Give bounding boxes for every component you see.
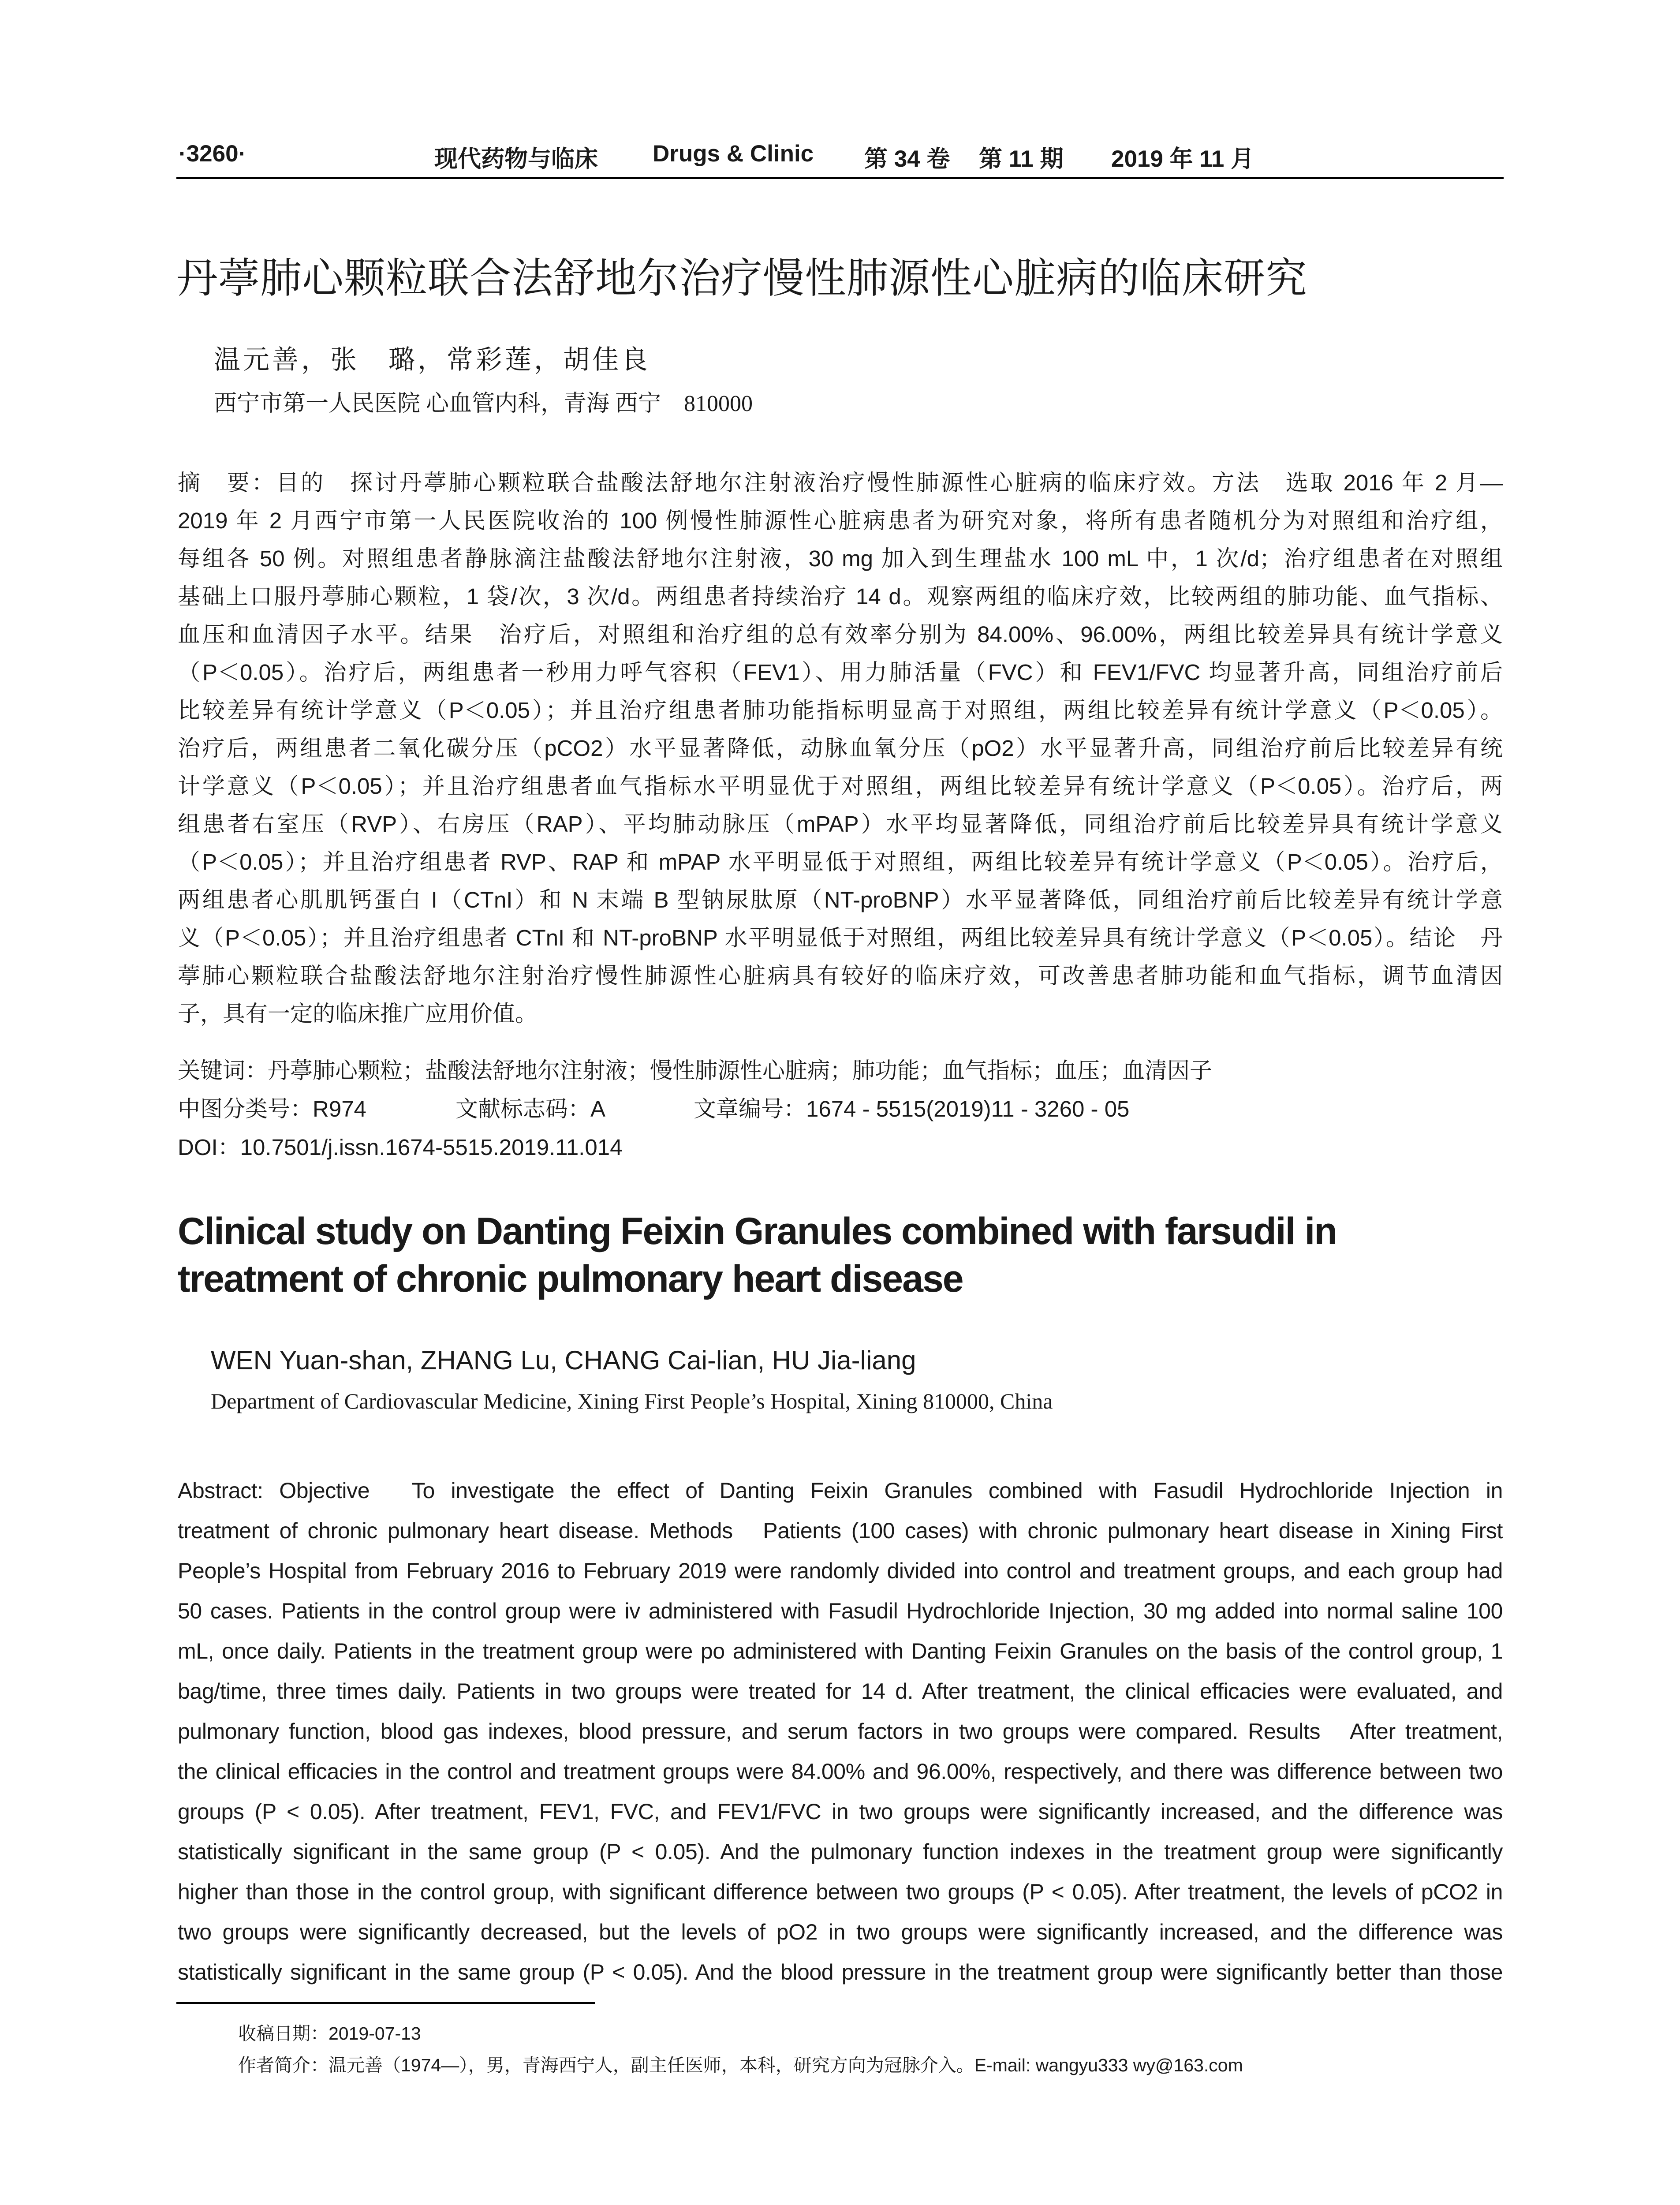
article-title-cn: 丹葶肺心颗粒联合法舒地尔治疗慢性肺源性心脏病的临床研究: [176, 255, 1308, 301]
abstract-en-line: statistically significant in the same group (P < 0.05). And the blood pressure in the treatment group were significantly better than those: [178, 1960, 1503, 1984]
abstract-cn-line: 2019 年 2 月西宁市第一人民医院收治的 100 例慢性肺源性心脏病患者为研究对象，将所有患者随机分为对照组和治疗组，: [178, 508, 1503, 533]
volume: 第 34 卷: [864, 146, 950, 172]
abstract-cn-line: 义（P＜0.05）；并且治疗组患者 CTnI 和 NT-proBNP 水平明显低于对照组，两组比较差异具有统计学意义（P＜0.05）。结论 丹: [178, 925, 1503, 950]
abstract-cn-line: 每组各 50 例。对照组患者静脉滴注盐酸法舒地尔注射液，30 mg 加入到生理盐水 100 mL 中，1 次/d；治疗组患者在对照组: [178, 546, 1503, 571]
journal-name-cn: 现代药物与临床: [434, 146, 598, 172]
abstract-cn-line: 计学意义（P＜0.05）；并且治疗组患者血气指标水平明显优于对照组，两组比较差异有统计学意义（P＜0.05）。治疗后，两: [178, 774, 1503, 799]
received-date: 收稿日期：2019-07-13: [238, 2023, 421, 2044]
footnote-rule: [176, 2002, 595, 2004]
authors-en: WEN Yuan-shan, ZHANG Lu, CHANG Cai-lian, HU Jia-liang: [211, 1345, 916, 1375]
abstract-en-line: statistically significant in the same group (P < 0.05). And the pulmonary function indexes in the treatment group were significantly: [178, 1839, 1503, 1864]
abstract-en-line: mL, once daily. Patients in the treatment group were po administered with Danting Feixin Granules on the basis of the control group, 1: [178, 1639, 1503, 1663]
running-header: [179, 140, 1504, 176]
article-title-en: Clinical study on Danting Feixin Granules combined with farsudil in treatment of chronic pulmonary heart disease: [178, 1210, 1337, 1300]
abstract-cn-line: 基础上口服丹葶肺心颗粒，1 袋/次，3 次/d。两组患者持续治疗 14 d。观察两组的临床疗效，比较两组的肺功能、血气指标、: [178, 584, 1503, 609]
article-number: 文章编号：1674 - 5515(2019)11 - 3260 - 05: [694, 1096, 1130, 1121]
doi: DOI：10.7501/j.issn.1674-5515.2019.11.014: [178, 1135, 623, 1160]
abstract-en-line: higher than those in the control group, with significant difference between two groups (P < 0.05). After treatment, the levels of pCO2 in: [178, 1880, 1503, 1904]
affiliation-cn: 西宁市第一人民医院 心血管内科，青海 西宁 810000: [214, 391, 753, 416]
abstract-en-line: the clinical efficacies in the control and treatment groups were 84.00% and 96.00%, respectively, and there was difference between two: [178, 1759, 1503, 1784]
header-rule: [176, 177, 1504, 179]
abstract-en-line: two groups were significantly decreased, but the levels of pO2 in two groups were significantly increased, and the difference was: [178, 1920, 1503, 1944]
abstract-cn-line: 血压和血清因子水平。结果 治疗后，对照组和治疗组的总有效率分别为 84.00%、96.00%，两组比较差异具有统计学意义: [178, 622, 1503, 647]
abstract-cn-line: 比较差异有统计学意义（P＜0.05）；并且治疗组患者肺功能指标明显高于对照组，两组比较差异有统计学意义（P＜0.05）。: [178, 698, 1503, 723]
abstract-en-line: bag/time, three times daily. Patients in two groups were treated for 14 d. After treatment, the clinical efficacies were evaluated, and: [178, 1679, 1503, 1704]
clc-number: 中图分类号：R974: [178, 1096, 366, 1121]
abstract-cn: [178, 464, 1503, 1033]
page-number: ·3260·: [179, 141, 246, 167]
abstract-en-line: pulmonary function, blood gas indexes, blood pressure, and serum factors in two groups were compared. Results After treatment,: [178, 1719, 1503, 1744]
issue-date: 2019 年 11 月: [1111, 146, 1254, 172]
abstract-cn-line: 组患者右室压（RVP）、右房压（RAP）、平均肺动脉压（mPAP）水平均显著降低，同组治疗前后比较差异具有统计学意义: [178, 811, 1503, 837]
affiliation-en: Department of Cardiovascular Medicine, Xining First People’s Hospital, Xining 810000, China: [211, 1389, 1053, 1413]
classification-line: [178, 1091, 1503, 1121]
keywords-cn: 关键词：丹葶肺心颗粒；盐酸法舒地尔注射液；慢性肺源性心脏病；肺功能；血气指标；血压；血清因子: [178, 1058, 1213, 1083]
abstract-cn-line: 葶肺心颗粒联合盐酸法舒地尔注射治疗慢性肺源性心脏病具有较好的临床疗效，可改善患者肺功能和血气指标，调节血清因: [178, 963, 1503, 988]
abstract-cn-line: 两组患者心肌肌钙蛋白 I（CTnI）和 N 末端 B 型钠尿肽原（NT-proBNP）水平显著降低，同组治疗前后比较差异有统计学意: [178, 887, 1503, 912]
abstract-en: [178, 1471, 1503, 1992]
author-bio: 作者简介：温元善（1974—），男，青海西宁人，副主任医师，本科，研究方向为冠脉介入。E-mail: wangyu333 wy@163.com: [238, 2055, 1243, 2075]
abstract-cn-line: （P＜0.05）；并且治疗组患者 RVP、RAP 和 mPAP 水平明显低于对照组，两组比较差异有统计学意义（P＜0.05）。治疗后，: [178, 849, 1503, 875]
abstract-en-line: groups (P < 0.05). After treatment, FEV1, FVC, and FEV1/FVC in two groups were significantly increased, and the difference was: [178, 1799, 1503, 1824]
abstract-en-line: People’s Hospital from February 2016 to February 2019 were randomly divided into control and treatment groups, and each group had: [178, 1558, 1503, 1583]
journal-name-en: Drugs & Clinic: [653, 141, 814, 167]
authors-cn: 温元善，张 璐，常彩莲，胡佳良: [214, 345, 650, 374]
abstract-cn-line: （P＜0.05）。治疗后，两组患者一秒用力呼气容积（FEV1）、用力肺活量（FVC）和 FEV1/FVC 均显著升高，同组治疗前后: [178, 660, 1503, 685]
abstract-en-line: 50 cases. Patients in the control group were iv administered with Fasudil Hydrochloride Injection, 30 mg added into normal saline 100: [178, 1599, 1503, 1623]
document-code: 文献标志码：A: [455, 1096, 606, 1121]
abstract-cn-line: 摘 要：目的 探讨丹葶肺心颗粒联合盐酸法舒地尔注射液治疗慢性肺源性心脏病的临床疗效。方法 选取 2016 年 2 月—: [178, 470, 1503, 495]
issue: 第 11 期: [979, 146, 1064, 172]
abstract-en-line: Abstract: Objective To investigate the effect of Danting Feixin Granules combined with Fasudil Hydrochloride Injection in: [178, 1478, 1503, 1503]
abstract-cn-line: 治疗后，两组患者二氧化碳分压（pCO2）水平显著降低，动脉血氧分压（pO2）水平显著升高，同组治疗前后比较差异有统: [178, 736, 1503, 761]
abstract-en-line: treatment of chronic pulmonary heart disease. Methods Patients (100 cases) with chronic pulmonary heart disease in Xining First: [178, 1518, 1503, 1543]
abstract-cn-line: 子，具有一定的临床推广应用价值。: [178, 1001, 538, 1026]
